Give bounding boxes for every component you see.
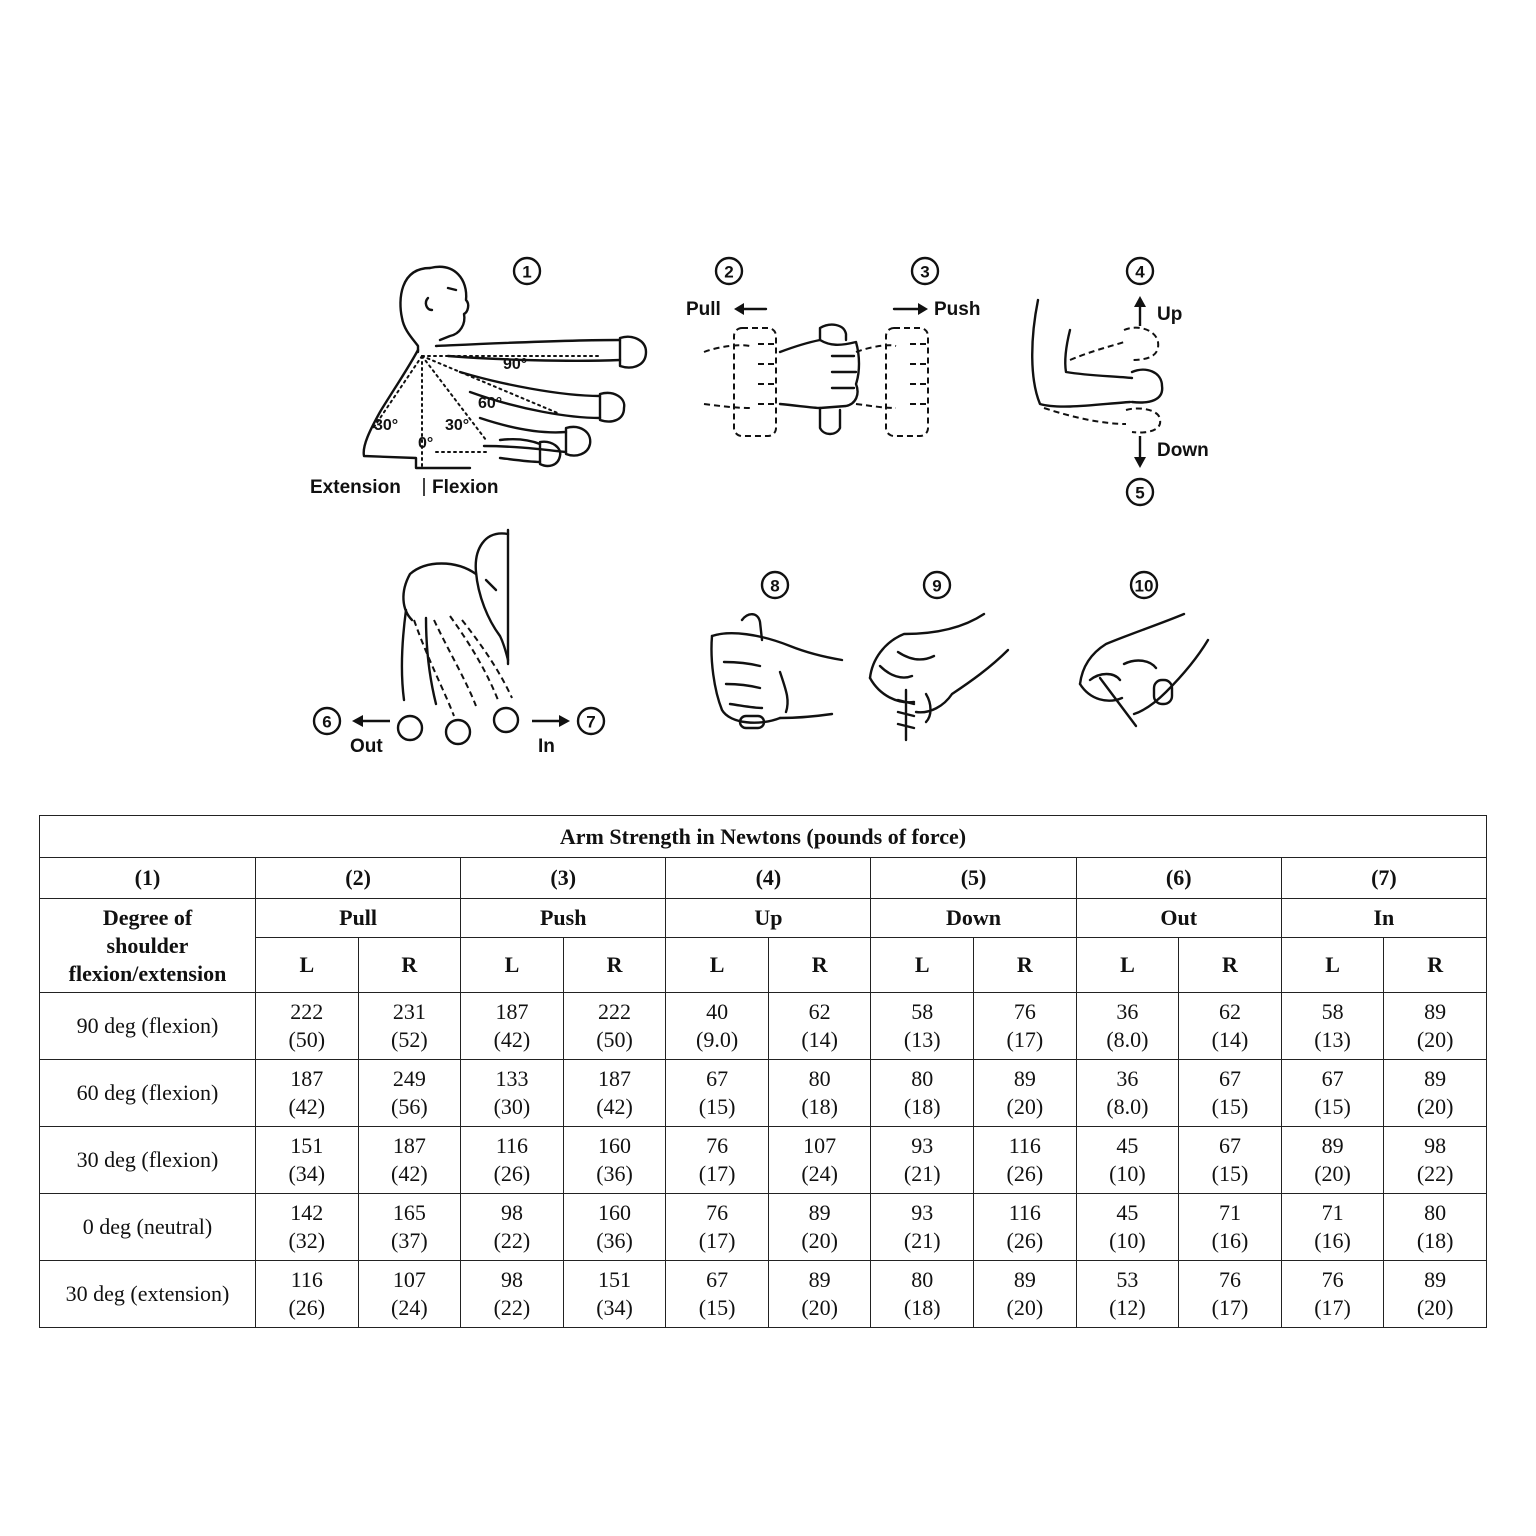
pound-value: (22) [1416,1161,1454,1186]
newton-value: 67 [706,1267,729,1292]
svg-text:8: 8 [770,576,780,596]
newton-value: 67 [1321,1066,1344,1091]
side-header-right: R [1384,938,1487,993]
table-caption: Arm Strength in Newtons (pounds of force) [40,816,1487,858]
newton-value: 89 [1424,1066,1447,1091]
table-cell [358,1261,461,1328]
degree-header-line: shoulder [106,932,189,958]
pound-value: (32) [288,1228,326,1253]
table-cell [256,1194,359,1261]
newton-value: 67 [1218,1066,1241,1091]
pound-value: (42) [391,1161,428,1186]
table-cell [1179,1194,1282,1261]
pound-value: (56) [391,1094,428,1119]
direction-header-out: Out [1076,899,1281,938]
table-caption-row [40,816,1487,858]
table-cell [461,1060,564,1127]
pound-value: (20) [1314,1161,1351,1186]
pound-value: (50) [288,1027,326,1052]
pound-value: (14) [1211,1027,1249,1052]
side-header-right: R [768,938,871,993]
pound-value: (42) [493,1027,531,1052]
angle-30-extension-label: 30° [374,417,399,434]
direction-header-pull: Pull [256,899,461,938]
direction-header-down: Down [871,899,1076,938]
newton-value: 89 [808,1200,831,1225]
svg-text:1: 1 [522,262,532,282]
column-number: (5) [871,858,1076,899]
newton-value: 160 [598,1200,632,1225]
svg-text:5: 5 [1135,483,1145,503]
newton-value: 89 [1013,1267,1036,1292]
direction-header-row [40,899,1487,938]
newton-value: 187 [598,1066,632,1091]
table-cell [1076,1261,1179,1328]
pound-value: (36) [596,1161,633,1186]
svg-text:6: 6 [322,712,332,732]
table-cell [1384,993,1487,1060]
column-number: (1) [40,858,256,899]
up-label: Up [1157,304,1183,325]
newton-value: 89 [808,1267,831,1292]
pound-value: (20) [801,1228,838,1253]
arm-strength-table [39,815,1487,1328]
pound-value: (20) [1006,1295,1044,1320]
table-row [40,1261,1487,1328]
column-number-row [40,858,1487,899]
pound-value: (15) [698,1295,736,1320]
pound-value: (17) [1314,1295,1351,1320]
table-cell [871,1194,974,1261]
table-cell [768,1127,871,1194]
pound-value: (17) [1006,1027,1044,1052]
side-header-left: L [256,938,359,993]
pound-value: (18) [801,1094,838,1119]
pound-value: (10) [1109,1228,1146,1253]
table-cell [871,1261,974,1328]
table-row [40,1127,1487,1194]
newton-value: 76 [1218,1267,1241,1292]
side-header-left: L [1076,938,1179,993]
newton-value: 67 [706,1066,729,1091]
table-cell [461,1194,564,1261]
degree-header-line: flexion/extension [68,960,227,986]
direction-header-in: In [1281,899,1486,938]
svg-text:2: 2 [724,262,734,282]
table-body [40,993,1487,1328]
table-row [40,1194,1487,1261]
newton-value: 249 [392,1066,426,1091]
callout-3 [912,258,938,284]
table-cell [256,993,359,1060]
callout-6 [314,708,340,734]
newton-value: 36 [1116,1066,1139,1091]
newton-value: 160 [598,1133,632,1158]
row-label: 90 deg (flexion) [40,993,256,1060]
newton-value: 45 [1116,1200,1139,1225]
table-cell [563,1060,666,1127]
newton-value: 93 [911,1200,934,1225]
pound-value: (14) [801,1027,838,1052]
newton-value: 222 [290,999,324,1024]
newton-value: 93 [911,1133,934,1158]
direction-header-up: Up [666,899,871,938]
table-cell [974,1194,1077,1261]
newton-value: 80 [808,1066,831,1091]
pound-value: (20) [1416,1295,1454,1320]
newton-value: 165 [392,1200,426,1225]
pound-value: (18) [903,1094,941,1119]
newton-value: 36 [1116,999,1139,1024]
push-label: Push [934,299,981,320]
pound-value: (22) [493,1295,531,1320]
newton-value: 142 [290,1200,324,1225]
callout-8 [762,572,788,598]
table-cell [358,1127,461,1194]
arm-out-in-icon [398,530,518,744]
pound-value: (13) [903,1027,941,1052]
angle-0-label: 0° [418,435,434,452]
newton-value: 76 [1013,999,1036,1024]
table-cell [974,1127,1077,1194]
table-cell [1281,1127,1384,1194]
pound-value: (34) [596,1295,633,1320]
table-cell [1281,1261,1384,1328]
column-number: (3) [461,858,666,899]
pound-value: (20) [1416,1094,1454,1119]
newton-value: 151 [598,1267,632,1292]
pound-value: (50) [596,1027,633,1052]
table-cell [563,1194,666,1261]
flexion-label: Flexion [432,477,499,498]
pound-value: (26) [288,1295,326,1320]
newton-value: 107 [392,1267,426,1292]
angle-60-label: 60° [478,395,503,412]
callout-7 [578,708,604,734]
table-cell [256,1127,359,1194]
table-row [40,1060,1487,1127]
table-cell [1281,1060,1384,1127]
newton-value: 89 [1424,999,1447,1024]
pound-value: (36) [596,1228,633,1253]
grip-handle-icon [704,325,928,436]
newton-value: 89 [1424,1267,1447,1292]
table-cell [974,993,1077,1060]
out-label: Out [350,736,383,757]
newton-value: 222 [598,999,632,1024]
table-cell [974,1060,1077,1127]
newton-value: 53 [1116,1267,1139,1292]
side-header-right: R [974,938,1077,993]
table-cell [461,1127,564,1194]
newton-value: 58 [911,999,934,1024]
down-label: Down [1157,440,1209,461]
newton-value: 71 [1218,1200,1241,1225]
side-header-row [40,938,1487,993]
table-cell [563,1127,666,1194]
svg-text:9: 9 [932,576,942,596]
screw-grip-icon [870,614,1008,740]
table-cell [1076,1194,1179,1261]
table-cell [563,1261,666,1328]
pull-label: Pull [686,299,721,320]
newton-value: 76 [1321,1267,1344,1292]
pound-value: (9.0) [696,1027,739,1052]
pound-value: (42) [596,1094,633,1119]
pound-value: (20) [1006,1094,1044,1119]
newton-value: 40 [706,999,729,1024]
svg-text:4: 4 [1135,262,1145,282]
side-header-left: L [666,938,769,993]
elbow-up-down-icon [1032,300,1162,433]
newton-value: 116 [1008,1200,1041,1225]
row-label: 60 deg (flexion) [40,1060,256,1127]
table-cell [358,993,461,1060]
pound-value: (13) [1314,1027,1351,1052]
pound-value: (15) [1211,1094,1249,1119]
side-header-left: L [1281,938,1384,993]
table-cell [768,993,871,1060]
newton-value: 80 [1424,1200,1447,1225]
table-cell [1179,1060,1282,1127]
callout-4 [1127,258,1153,284]
degree-column-header [40,899,256,993]
pound-value: (17) [698,1161,736,1186]
table-cell [871,1060,974,1127]
table-cell [1384,1194,1487,1261]
newton-value: 89 [1321,1133,1344,1158]
pound-value: (17) [1211,1295,1249,1320]
newton-value: 187 [290,1066,324,1091]
table-cell [358,1060,461,1127]
pound-value: (20) [1416,1027,1454,1052]
pound-value: (20) [801,1295,838,1320]
table-cell [768,1060,871,1127]
table-cell [461,1261,564,1328]
pound-value: (12) [1109,1295,1146,1320]
pound-value: (18) [1416,1228,1454,1253]
newton-value: 45 [1116,1133,1139,1158]
pound-value: (22) [493,1228,531,1253]
newton-value: 80 [911,1066,934,1091]
table-cell [1179,993,1282,1060]
newton-value: 71 [1321,1200,1344,1225]
table-cell [1384,1261,1487,1328]
side-header-right: R [563,938,666,993]
row-label: 30 deg (extension) [40,1261,256,1328]
pound-value: (8.0) [1106,1094,1149,1119]
newton-value: 116 [1008,1133,1041,1158]
newton-value: 98 [1424,1133,1447,1158]
table-cell [666,1060,769,1127]
pound-value: (16) [1211,1228,1249,1253]
newton-value: 98 [500,1267,523,1292]
column-number: (7) [1281,858,1486,899]
pound-value: (26) [493,1161,531,1186]
thumb-pinch-icon [711,614,842,728]
table-cell [563,993,666,1060]
pound-value: (26) [1006,1228,1044,1253]
table-cell [358,1194,461,1261]
pound-value: (16) [1314,1228,1351,1253]
svg-text:10: 10 [1134,576,1154,596]
table-cell [1179,1261,1282,1328]
side-header-right: R [358,938,461,993]
newton-value: 133 [495,1066,529,1091]
table-cell [1384,1060,1487,1127]
table-cell [666,1261,769,1328]
table-cell [256,1060,359,1127]
callout-1 [514,258,540,284]
newton-value: 116 [290,1267,323,1292]
pound-value: (10) [1109,1161,1146,1186]
callout-10 [1131,572,1157,598]
pound-value: (24) [801,1161,838,1186]
table-cell [871,1127,974,1194]
table-cell [1179,1127,1282,1194]
angle-30-flexion-label: 30° [445,417,470,434]
column-number: (4) [666,858,871,899]
seated-person-arm-flexion-icon [364,267,646,496]
table-row [40,993,1487,1060]
column-number: (6) [1076,858,1281,899]
degree-header-line: Degree of [102,904,193,930]
pound-value: (26) [1006,1161,1044,1186]
newton-value: 187 [495,999,529,1024]
pound-value: (8.0) [1106,1027,1149,1052]
table-cell [1076,993,1179,1060]
side-header-left: L [871,938,974,993]
newton-value: 116 [495,1133,529,1158]
table-cell [768,1261,871,1328]
pound-value: (52) [391,1027,428,1052]
newton-value: 62 [808,999,831,1024]
pound-value: (34) [288,1161,326,1186]
direction-header-push: Push [461,899,666,938]
in-label: In [538,736,555,757]
newton-value: 89 [1013,1066,1036,1091]
table-cell [1384,1127,1487,1194]
table-cell [666,1194,769,1261]
pound-value: (18) [903,1295,941,1320]
table-cell [666,1127,769,1194]
side-header-right: R [1179,938,1282,993]
table-cell [1076,1127,1179,1194]
table-cell [974,1261,1077,1328]
column-number: (2) [256,858,461,899]
table-cell [256,1261,359,1328]
newton-value: 67 [1218,1133,1241,1158]
pen-grip-icon [1080,614,1208,726]
pound-value: (24) [391,1295,428,1320]
row-label: 0 deg (neutral) [40,1194,256,1261]
pound-value: (37) [391,1228,428,1253]
newton-value: 62 [1218,999,1241,1024]
pound-value: (15) [1211,1161,1249,1186]
pound-value: (30) [493,1094,531,1119]
pound-value: (15) [1314,1094,1351,1119]
side-header-left: L [461,938,564,993]
table-cell [871,993,974,1060]
svg-text:3: 3 [920,262,930,282]
table-cell [1281,1194,1384,1261]
extension-label: Extension [310,477,401,498]
newton-value: 187 [392,1133,426,1158]
pound-value: (17) [698,1228,736,1253]
table-cell [768,1194,871,1261]
pound-value: (42) [288,1094,326,1119]
svg-text:7: 7 [586,712,596,732]
pound-value: (15) [698,1094,736,1119]
newton-value: 58 [1321,999,1344,1024]
angle-90-label: 90° [503,356,528,373]
table-cell [666,993,769,1060]
row-label: 30 deg (flexion) [40,1127,256,1194]
table-cell [1281,993,1384,1060]
newton-value: 151 [290,1133,324,1158]
callout-2 [716,258,742,284]
newton-value: 80 [911,1267,934,1292]
pound-value: (21) [903,1228,941,1253]
newton-value: 107 [803,1133,837,1158]
table-cell [1076,1060,1179,1127]
callout-5 [1127,479,1153,505]
newton-value: 231 [392,999,426,1024]
newton-value: 76 [706,1133,729,1158]
callout-9 [924,572,950,598]
table-cell [461,993,564,1060]
pound-value: (21) [903,1161,941,1186]
newton-value: 76 [706,1200,729,1225]
newton-value: 98 [500,1200,523,1225]
